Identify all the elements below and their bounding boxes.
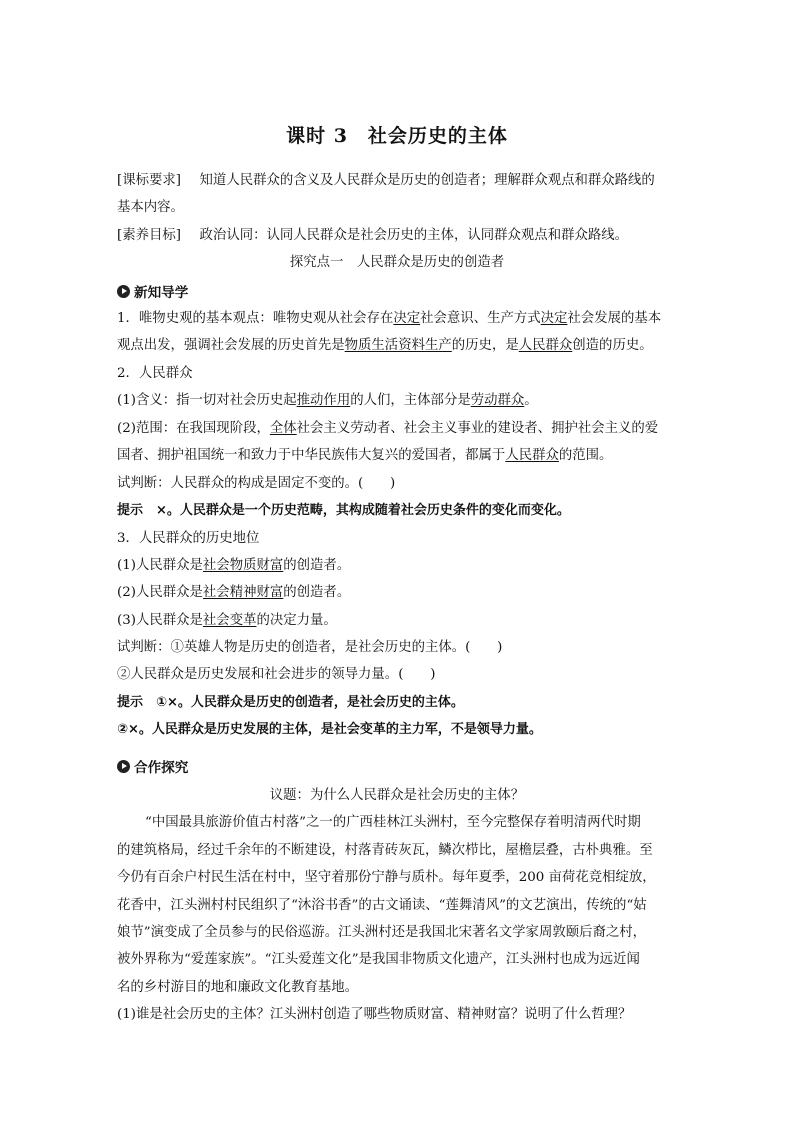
curriculum-requirement	[117, 171, 677, 191]
discussion-topic: 议题：为什么人民群众是社会历史的主体？	[269, 788, 525, 803]
material-line: 今仍有百余户村民生活在村中，坚守着那份宁静与质朴。每年夏季，200 亩荷花竞相绽放，	[117, 870, 656, 885]
requirement-text: 知道人民群众的含义及人民群众是历史的创造者；理解群众观点和群众路线的	[199, 173, 655, 188]
point-3-item-1: (1)人民群众是社会物质财富的创造者。	[117, 558, 351, 573]
point-3-heading: 3．人民群众的历史地位	[117, 531, 260, 546]
blank-answer: 决定	[540, 311, 568, 326]
section-label: 新知导学	[134, 285, 189, 301]
goal-tag: [素养目标]	[117, 228, 182, 243]
section-label: 合作探究	[134, 760, 189, 776]
point-3-item-2: (2)人民群众是社会精神财富的创造者。	[117, 585, 351, 600]
page-title: 课时 3 社会历史的主体	[286, 125, 508, 147]
blank-answer: 社会变革	[202, 613, 257, 628]
point-1-line-1: 1．唯物史观的基本观点：唯物史观从社会存在决定社会意识、生产方式决定社会发展的基本	[117, 311, 662, 326]
goal-text: 政治认同：认同人民群众是社会历史的主体，认同群众观点和群众路线。	[199, 228, 629, 243]
blank-answer: 推动作用	[296, 393, 351, 408]
judge-question-2a: 试判断：①英雄人物是历史的创造者，是社会历史的主体。( )	[117, 640, 503, 655]
material-line: 名的乡村游目的地和廉政文化教育基地。	[117, 980, 359, 995]
hint-answer-2b: ②×。人民群众是历史发展的主体，是社会变革的主力军，不是领导力量。	[117, 722, 542, 737]
material-line: “中国最具旅游价值古村落”之一的广西桂林江头洲村，至今完整保存着明清两代时期	[145, 815, 641, 830]
point-2-heading: 2．人民群众	[117, 366, 193, 381]
material-line: 花香中，江头洲村村民组织了“沐浴书香”的古文诵读、“莲舞清风”的文艺演出，传统的“姑	[117, 898, 647, 913]
material-line: 被外界称为“爱莲家族”。“江头爱莲文化”是我国非物质文化遗产，江头洲村也成为远近闻	[117, 952, 640, 967]
blank-answer: 全体	[269, 421, 297, 436]
blank-answer: 人民群众	[505, 448, 559, 463]
blank-answer: 社会精神财富	[202, 585, 284, 600]
blank-answer: 社会物质财富	[202, 558, 284, 573]
material-line: 娘节”演变成了全员参与的民俗巡游。江头洲村还是我国北宋著名文学家周敦颐后裔之村，	[117, 925, 647, 940]
hint-answer-2a: 提示 ①×。人民群众是历史的创造者，是社会历史的主体。	[117, 695, 464, 710]
judge-question-1: 试判断：人民群众的构成是固定不变的。( )	[117, 476, 396, 491]
point-3-item-3: (3)人民群众是社会变革的决定力量。	[117, 613, 337, 628]
material-line: 的建筑格局，经过千余年的不断建设，村落青砖灰瓦，鳞次栉比，屋檐层叠，古朴典雅。至	[117, 843, 653, 858]
blank-answer: 决定	[393, 311, 421, 326]
blank-answer: 物质生活资料生产	[344, 338, 452, 353]
point-2-scope-line-2: 国者、拥护祖国统一和致力于中华民族伟大复兴的爱国者，都属于人民群众的范围。	[117, 448, 613, 463]
point-2-scope-line-1: (2)范围：在我国现阶段，全体社会主义劳动者、社会主义事业的建设者、拥护社会主义的爱	[117, 421, 659, 436]
play-circle-icon	[117, 760, 130, 773]
point-2-definition: (1)含义：指一切对社会历史起推动作用的人们，主体部分是劳动群众。	[117, 393, 538, 408]
blank-answer: 人民群众	[518, 338, 573, 353]
explore-point-title: 探究点一 人民群众是历史的创造者	[289, 255, 505, 270]
section-cooperative-inquiry	[117, 756, 188, 776]
requirement-text-cont: 基本内容。	[117, 200, 184, 215]
judge-question-2b: ②人民群众是历史发展和社会进步的领导力量。( )	[117, 667, 436, 682]
blank-answer: 劳动群众	[470, 393, 525, 408]
play-circle-icon	[117, 285, 130, 298]
question-1: (1)谁是社会历史的主体？江头洲村创造了哪些物质财富、精神财富？说明了什么哲理？	[117, 1007, 632, 1022]
requirement-tag: [课标要求]	[117, 173, 182, 188]
point-1-line-2: 观点出发，强调社会发展的历史首先是物质生活资料生产的历史，是人民群众创造的历史。	[117, 338, 653, 353]
literacy-goal	[117, 226, 677, 246]
hint-answer-1: 提示 ×。人民群众是一个历史范畴，其构成随着社会历史条件的变化而变化。	[117, 503, 570, 518]
section-new-knowledge	[117, 281, 188, 301]
